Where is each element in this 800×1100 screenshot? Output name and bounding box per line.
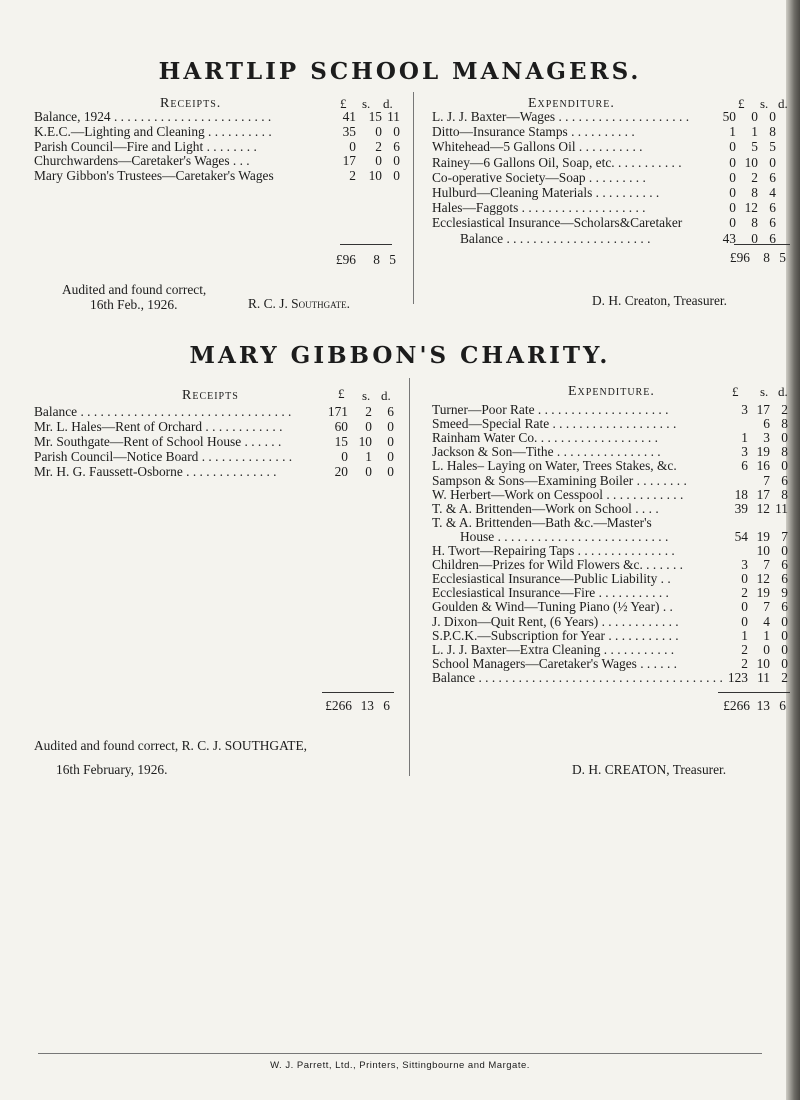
ledger-row-pounds: 17 (342, 153, 356, 169)
ledger-row (432, 170, 790, 185)
gibbon-expenditure-total-rule (718, 692, 790, 693)
ledger-row-pounds: 0 (729, 169, 736, 185)
ledger-row (432, 628, 790, 643)
ledger-row (432, 543, 790, 558)
gibbon-receipts-pound-header: £ (338, 386, 345, 401)
ledger-row-pence: 0 (769, 109, 776, 124)
printer-imprint: W. J. Parrett, Ltd., Printers, Sittingbourne and Margate. (270, 1060, 530, 1071)
ledger-row-pence: 0 (387, 418, 394, 434)
ledger-row-label: School Managers—Caretaker's Wages . . . . . . (432, 655, 678, 671)
total-pounds: £96 (335, 252, 356, 267)
ledger-row (432, 402, 790, 417)
ledger-row (432, 501, 790, 516)
ledger-row-shillings: 19 (756, 444, 770, 460)
ledger-row-pounds: 2 (741, 655, 748, 671)
ledger-row-pounds: 2 (741, 641, 748, 657)
ledger-row-pounds: 0 (729, 200, 736, 216)
ledger-row-label: J. Dixon—Quit Rent, (6 Years) . . . . . . . . . . . . (432, 613, 679, 629)
ledger-row-shillings: 10 (744, 154, 758, 170)
ledger-row-shillings: 0 (375, 123, 382, 139)
ledger-row-shillings: 1 (365, 448, 372, 464)
ledger-row-shillings: 0 (375, 153, 382, 169)
ledger-row (34, 419, 400, 434)
ledger-row (432, 529, 790, 544)
ledger-row-shillings: 10 (756, 655, 770, 671)
ledger-row-shillings: 1 (763, 627, 770, 643)
ledger-row (432, 642, 790, 657)
ledger-row-pence: 0 (781, 655, 788, 671)
hartlip-column-divider (413, 92, 414, 304)
ledger-row-label: Whitehead—5 Gallons Oil . . . . . . . . . . (432, 139, 643, 155)
ledger-row-pence: 2 (781, 669, 788, 685)
ledger-row-label: L. J. J. Baxter—Extra Cleaning . . . . . . . . . . . (432, 641, 675, 657)
hartlip-receipts-shilling-header: s. (362, 96, 371, 111)
hartlip-receipts-total-rule (340, 244, 392, 245)
gibbon-expenditure-total (712, 698, 792, 713)
total-pounds: £266 (325, 698, 352, 713)
ledger-row-label: Balance . . . . . . . . . . . . . . . . . . . . . . (460, 230, 651, 246)
ledger-row-shillings: 0 (365, 418, 372, 434)
ledger-row (34, 449, 400, 464)
hartlip-treasurer: D. H. Creaton, Treasurer. (592, 293, 728, 308)
gibbon-receipts-total-rule (322, 692, 394, 693)
gibbon-audit-date: 16th February, 1926. (56, 762, 168, 777)
ledger-row (432, 430, 790, 445)
ledger-row-shillings: 3 (763, 430, 770, 446)
total-shillings: 13 (360, 698, 374, 713)
ledger-row-label: Parish Council—Notice Board . . . . . . . . . . . . . . (34, 448, 293, 464)
ledger-row-pence: 8 (781, 444, 788, 460)
ledger-row-pence: 0 (781, 543, 788, 558)
ledger-row (432, 200, 790, 215)
ledger-row-shillings: 2 (365, 404, 372, 419)
gibbon-receipts-pence-header: d. (381, 388, 391, 403)
ledger-row-label: Co-operative Society—Soap . . . . . . . . . (432, 169, 646, 185)
ledger-row-pounds: 54 (734, 528, 748, 544)
ledger-row-pounds: 123 (727, 669, 748, 685)
total-shillings: 8 (763, 250, 770, 265)
ledger-row-label: T. & A. Brittenden—Work on School . . . . (432, 500, 659, 516)
ledger-row-pounds: 3 (741, 444, 748, 460)
ledger-row-label: House . . . . . . . . . . . . . . . . . . . . . . . . . . (460, 528, 669, 544)
ledger-row-label: Mary Gibbon's Trustees—Caretaker's Wages (34, 168, 274, 184)
ledger-row (34, 139, 400, 154)
ledger-row-pence: 8 (781, 416, 788, 432)
ledger-row (34, 153, 400, 168)
ledger-row-pounds: 20 (334, 463, 348, 479)
ledger-row-pounds: 0 (729, 139, 736, 155)
ledger-row (34, 434, 400, 449)
ledger-row-shillings: 7 (763, 557, 770, 573)
ledger-row-shillings: 12 (744, 200, 758, 216)
ledger-row-pounds: 60 (334, 418, 348, 434)
ledger-row-shillings: 0 (763, 641, 770, 657)
ledger-row-pence: 0 (387, 448, 394, 464)
ledger-row (432, 155, 790, 170)
ledger-row-pounds: 15 (334, 433, 348, 449)
ledger-row-pence: 6 (781, 571, 788, 587)
ledger-row (432, 614, 790, 629)
ledger-row-label: Rainham Water Co. . . . . . . . . . . . . . . . . . . (432, 430, 658, 446)
ledger-row-shillings: 1 (751, 124, 758, 140)
ledger-row-pounds: 50 (722, 109, 736, 124)
ledger-row-shillings: 2 (751, 169, 758, 185)
total-pence: 5 (389, 252, 396, 267)
total-pence: 6 (383, 698, 390, 713)
ledger-row-pence: 11 (387, 109, 400, 124)
gibbon-receipts-heading: Receipts (182, 388, 239, 403)
ledger-row-pounds: 0 (741, 613, 748, 629)
ledger-row-shillings: 0 (751, 109, 758, 124)
ledger-row-label: Parish Council—Fire and Light . . . . . . . . (34, 138, 257, 154)
ledger-row-label: Sampson & Sons—Examining Boiler . . . . . . . . (432, 472, 687, 488)
ledger-row-pence: 7 (781, 528, 788, 544)
ledger-row (432, 557, 790, 572)
ledger-row-shillings: 2 (375, 138, 382, 154)
ledger-row-shillings: 7 (763, 599, 770, 615)
total-pence: 5 (779, 250, 786, 265)
ledger-row-shillings: 16 (756, 458, 770, 474)
ledger-row-pounds: 41 (342, 109, 356, 124)
ledger-row-pence: 8 (781, 486, 788, 502)
ledger-row-pence: 6 (781, 472, 788, 488)
ledger-row (34, 464, 400, 479)
gibbon-title: MARY GIBBON'S CHARITY. (189, 342, 611, 369)
ledger-row-pounds: 3 (741, 402, 748, 417)
ledger-row (432, 109, 790, 124)
ledger-row-shillings: 0 (751, 230, 758, 246)
ledger-row-pence: 5 (769, 139, 776, 155)
ledger-row-label: Ecclesiastical Insurance—Scholars&Caretaker (432, 215, 683, 231)
gibbon-expenditure-pound-header: £ (732, 384, 739, 399)
hartlip-expenditure-pound-header: £ (738, 96, 745, 111)
ledger-row-pence: 0 (781, 627, 788, 643)
ledger-row-label: Jackson & Son—Tithe . . . . . . . . . . . . . . . . (432, 444, 661, 460)
ledger-row-shillings: 19 (756, 528, 770, 544)
ledger-row (432, 124, 790, 139)
ledger-row-pounds: 0 (741, 571, 748, 587)
hartlip-audit-statement: Audited and found correct, (62, 282, 207, 297)
gibbon-column-divider (409, 378, 410, 776)
ledger-row (432, 670, 790, 685)
ledger-row-pounds: 1 (741, 627, 748, 643)
hartlip-expenditure-total-rule (734, 244, 790, 245)
hartlip-audit-date: 16th Feb., 1926. (90, 297, 178, 312)
gibbon-audit-statement: Audited and found correct, R. C. J. SOUTHGATE, (34, 738, 307, 753)
ledger-row-label: W. Herbert—Work on Cesspool . . . . . . . . . . . . (432, 486, 684, 502)
ledger-row-shillings: 19 (756, 585, 770, 601)
ledger-row (432, 185, 790, 200)
ledger-row (432, 473, 790, 488)
ledger-row-pounds: 18 (734, 486, 748, 502)
ledger-row (432, 139, 790, 154)
ledger-row-pounds: 0 (729, 215, 736, 231)
ledger-row-label: T. & A. Brittenden—Bath &c.—Master's (432, 514, 652, 530)
ledger-row-label: Ecclesiastical Insurance—Fire . . . . . . . . . . . (432, 585, 669, 601)
hartlip-expenditure-heading: Expenditure. (528, 96, 615, 111)
ledger-row-label: Balance . . . . . . . . . . . . . . . . . . . . . . . . . . . . . . . . (34, 404, 292, 419)
hartlip-title: HARTLIP SCHOOL MANAGERS. (158, 58, 642, 85)
ledger-row-shillings: 15 (368, 109, 382, 124)
ledger-row-pounds: 2 (349, 168, 356, 184)
ledger-row-shillings: 12 (756, 500, 770, 516)
ledger-row-label: Turner—Poor Rate . . . . . . . . . . . . . . . . . . . . (432, 402, 669, 417)
ledger-row (34, 404, 400, 419)
ledger-row-pence: 9 (781, 585, 788, 601)
gibbon-receipts-shilling-header: s. (362, 388, 371, 403)
ledger-row-label: Churchwardens—Caretaker's Wages . . . (34, 153, 250, 169)
ledger-row-pounds: 35 (342, 123, 356, 139)
ledger-row-label: Hales—Faggots . . . . . . . . . . . . . . . . . . . (432, 200, 646, 216)
ledger-row (34, 124, 400, 139)
ledger-row-shillings: 4 (763, 613, 770, 629)
hartlip-expenditure-pence-header: d. (778, 96, 788, 111)
hartlip-expenditure-shilling-header: s. (760, 96, 769, 111)
ledger-row-shillings: 10 (368, 168, 382, 184)
total-pounds: £266 (723, 698, 750, 713)
ledger-row-pence: 8 (769, 124, 776, 140)
gibbon-expenditure-heading: Expenditure. (568, 384, 655, 399)
ledger-row-pence: 6 (769, 230, 776, 246)
hartlip-receipts-pence-header: d. (383, 96, 393, 111)
ledger-row-label: Mr. H. G. Faussett-Osborne . . . . . . . . . . . . . . (34, 463, 277, 479)
ledger-row-pounds: 0 (729, 154, 736, 170)
gibbon-expenditure-pence-header: d. (778, 384, 788, 399)
ledger-row-pence: 0 (393, 168, 400, 184)
hartlip-receipts-heading: Receipts. (160, 96, 222, 111)
ledger-row-pence: 11 (775, 500, 788, 516)
ledger-row-label: S.P.C.K.—Subscription for Year . . . . . . . . . . . (432, 627, 679, 643)
ledger-row-shillings: 10 (358, 433, 372, 449)
ledger-row-pence: 0 (781, 458, 788, 474)
ledger-row-label: Hulburd—Cleaning Materials . . . . . . . . . . (432, 185, 660, 200)
ledger-row-pence: 0 (781, 430, 788, 446)
ledger-row-shillings: 12 (756, 571, 770, 587)
ledger-row-pence: 0 (781, 641, 788, 657)
ledger-row-shillings: 10 (756, 543, 770, 558)
ledger-row-label: H. Twort—Repairing Taps . . . . . . . . . . . . . . . (432, 543, 675, 558)
ledger-row-pence: 6 (781, 557, 788, 573)
ledger-row (432, 416, 790, 431)
ledger-row-label: Rainey—6 Gallons Oil, Soap, etc. . . . . . . . . . . (432, 154, 682, 170)
ledger-row-label: Balance, 1924 . . . . . . . . . . . . . . . . . . . . . . . . (34, 109, 272, 124)
hartlip-auditor: R. C. J. Southgate. (248, 296, 350, 311)
ledger-row-pounds: 6 (741, 458, 748, 474)
total-pounds: £96 (729, 250, 750, 265)
ledger-row-label: Balance . . . . . . . . . . . . . . . . . . . . . . . . . . . . . . . . . . . . . (432, 669, 723, 685)
ledger-row (432, 444, 790, 459)
gibbon-receipts-total (318, 698, 398, 713)
ledger-row-pence: 0 (387, 433, 394, 449)
ledger-row-label: Ecclesiastical Insurance—Public Liability . . (432, 571, 671, 587)
ledger-row-pence: 0 (769, 154, 776, 170)
total-pence: 6 (779, 698, 786, 713)
ledger-row (432, 487, 790, 502)
footer-rule (38, 1053, 762, 1054)
ledger-row-pence: 0 (781, 613, 788, 629)
ledger-row-pounds: 3 (741, 557, 748, 573)
ledger-row (432, 656, 790, 671)
ledger-row-pence: 4 (769, 185, 776, 200)
hartlip-receipts-total (330, 252, 400, 267)
ledger-row (432, 599, 790, 614)
ledger-row-label: K.E.C.—Lighting and Cleaning . . . . . . . . . . (34, 123, 272, 139)
ledger-row-shillings: 7 (763, 472, 770, 488)
ledger-row-pence: 0 (387, 463, 394, 479)
ledger-row (432, 515, 790, 530)
ledger-row (432, 215, 790, 230)
ledger-row (34, 109, 400, 124)
ledger-row-pence: 6 (769, 215, 776, 231)
ledger-row-pounds: 0 (729, 185, 736, 200)
hartlip-receipts-pound-header: £ (340, 96, 347, 111)
ledger-row-label: Mr. L. Hales—Rent of Orchard . . . . . . . . . . . . (34, 418, 283, 434)
gibbon-expenditure-shilling-header: s. (760, 384, 769, 399)
ledger-row-pounds: 2 (741, 585, 748, 601)
ledger-row (432, 571, 790, 586)
ledger-row-label: Mr. Southgate—Rent of School House . . . . . . (34, 433, 282, 449)
ledger-row-shillings: 17 (756, 402, 770, 417)
ledger-row-shillings: 11 (757, 669, 770, 685)
ledger-row-pounds: 0 (741, 599, 748, 615)
ledger-row-pounds: 1 (741, 430, 748, 446)
ledger-row-label: Children—Prizes for Wild Flowers &c. . . . . . . (432, 557, 684, 573)
ledger-row-label: Smeed—Special Rate . . . . . . . . . . . . . . . . . . . (432, 416, 677, 432)
ledger-row-pence: 0 (393, 123, 400, 139)
total-shillings: 13 (756, 698, 770, 713)
ledger-row-pence: 6 (769, 200, 776, 216)
ledger-row-label: Ditto—Insurance Stamps . . . . . . . . . . (432, 124, 635, 140)
ledger-row-pounds: 0 (341, 448, 348, 464)
ledger-row-pounds: 171 (327, 404, 348, 419)
ledger-row-pence: 6 (781, 599, 788, 615)
ledger-row-pounds: 1 (729, 124, 736, 140)
ledger-row (34, 168, 400, 183)
ledger-row-pence: 2 (781, 402, 788, 417)
ledger-row-shillings: 17 (756, 486, 770, 502)
ledger-row-shillings: 5 (751, 139, 758, 155)
ledger-row-pounds: 43 (722, 230, 736, 246)
ledger-row-shillings: 0 (365, 463, 372, 479)
ledger-row-label: L. J. J. Baxter—Wages . . . . . . . . . . . . . . . . . . . . (432, 109, 690, 124)
gibbon-treasurer: D. H. CREATON, Treasurer. (572, 762, 727, 777)
hartlip-expenditure-total (720, 250, 792, 265)
ledger-row-label: L. Hales– Laying on Water, Trees Stakes, &c. (432, 458, 677, 474)
ledger-row-pounds: 39 (734, 500, 748, 516)
ledger-row-shillings: 6 (763, 416, 770, 432)
ledger-row-shillings: 8 (751, 215, 758, 231)
ledger-row-pence: 6 (387, 404, 394, 419)
ledger-row-pence: 0 (393, 153, 400, 169)
total-shillings: 8 (373, 252, 380, 267)
ledger-row (432, 458, 790, 473)
ledger-row-pence: 6 (769, 169, 776, 185)
ledger-row-label: Goulden & Wind—Tuning Piano (½ Year) . . (432, 599, 673, 615)
ledger-row-pence: 6 (393, 138, 400, 154)
ledger-row-shillings: 8 (751, 185, 758, 200)
ledger-row (432, 585, 790, 600)
ledger-row-pounds: 0 (349, 138, 356, 154)
